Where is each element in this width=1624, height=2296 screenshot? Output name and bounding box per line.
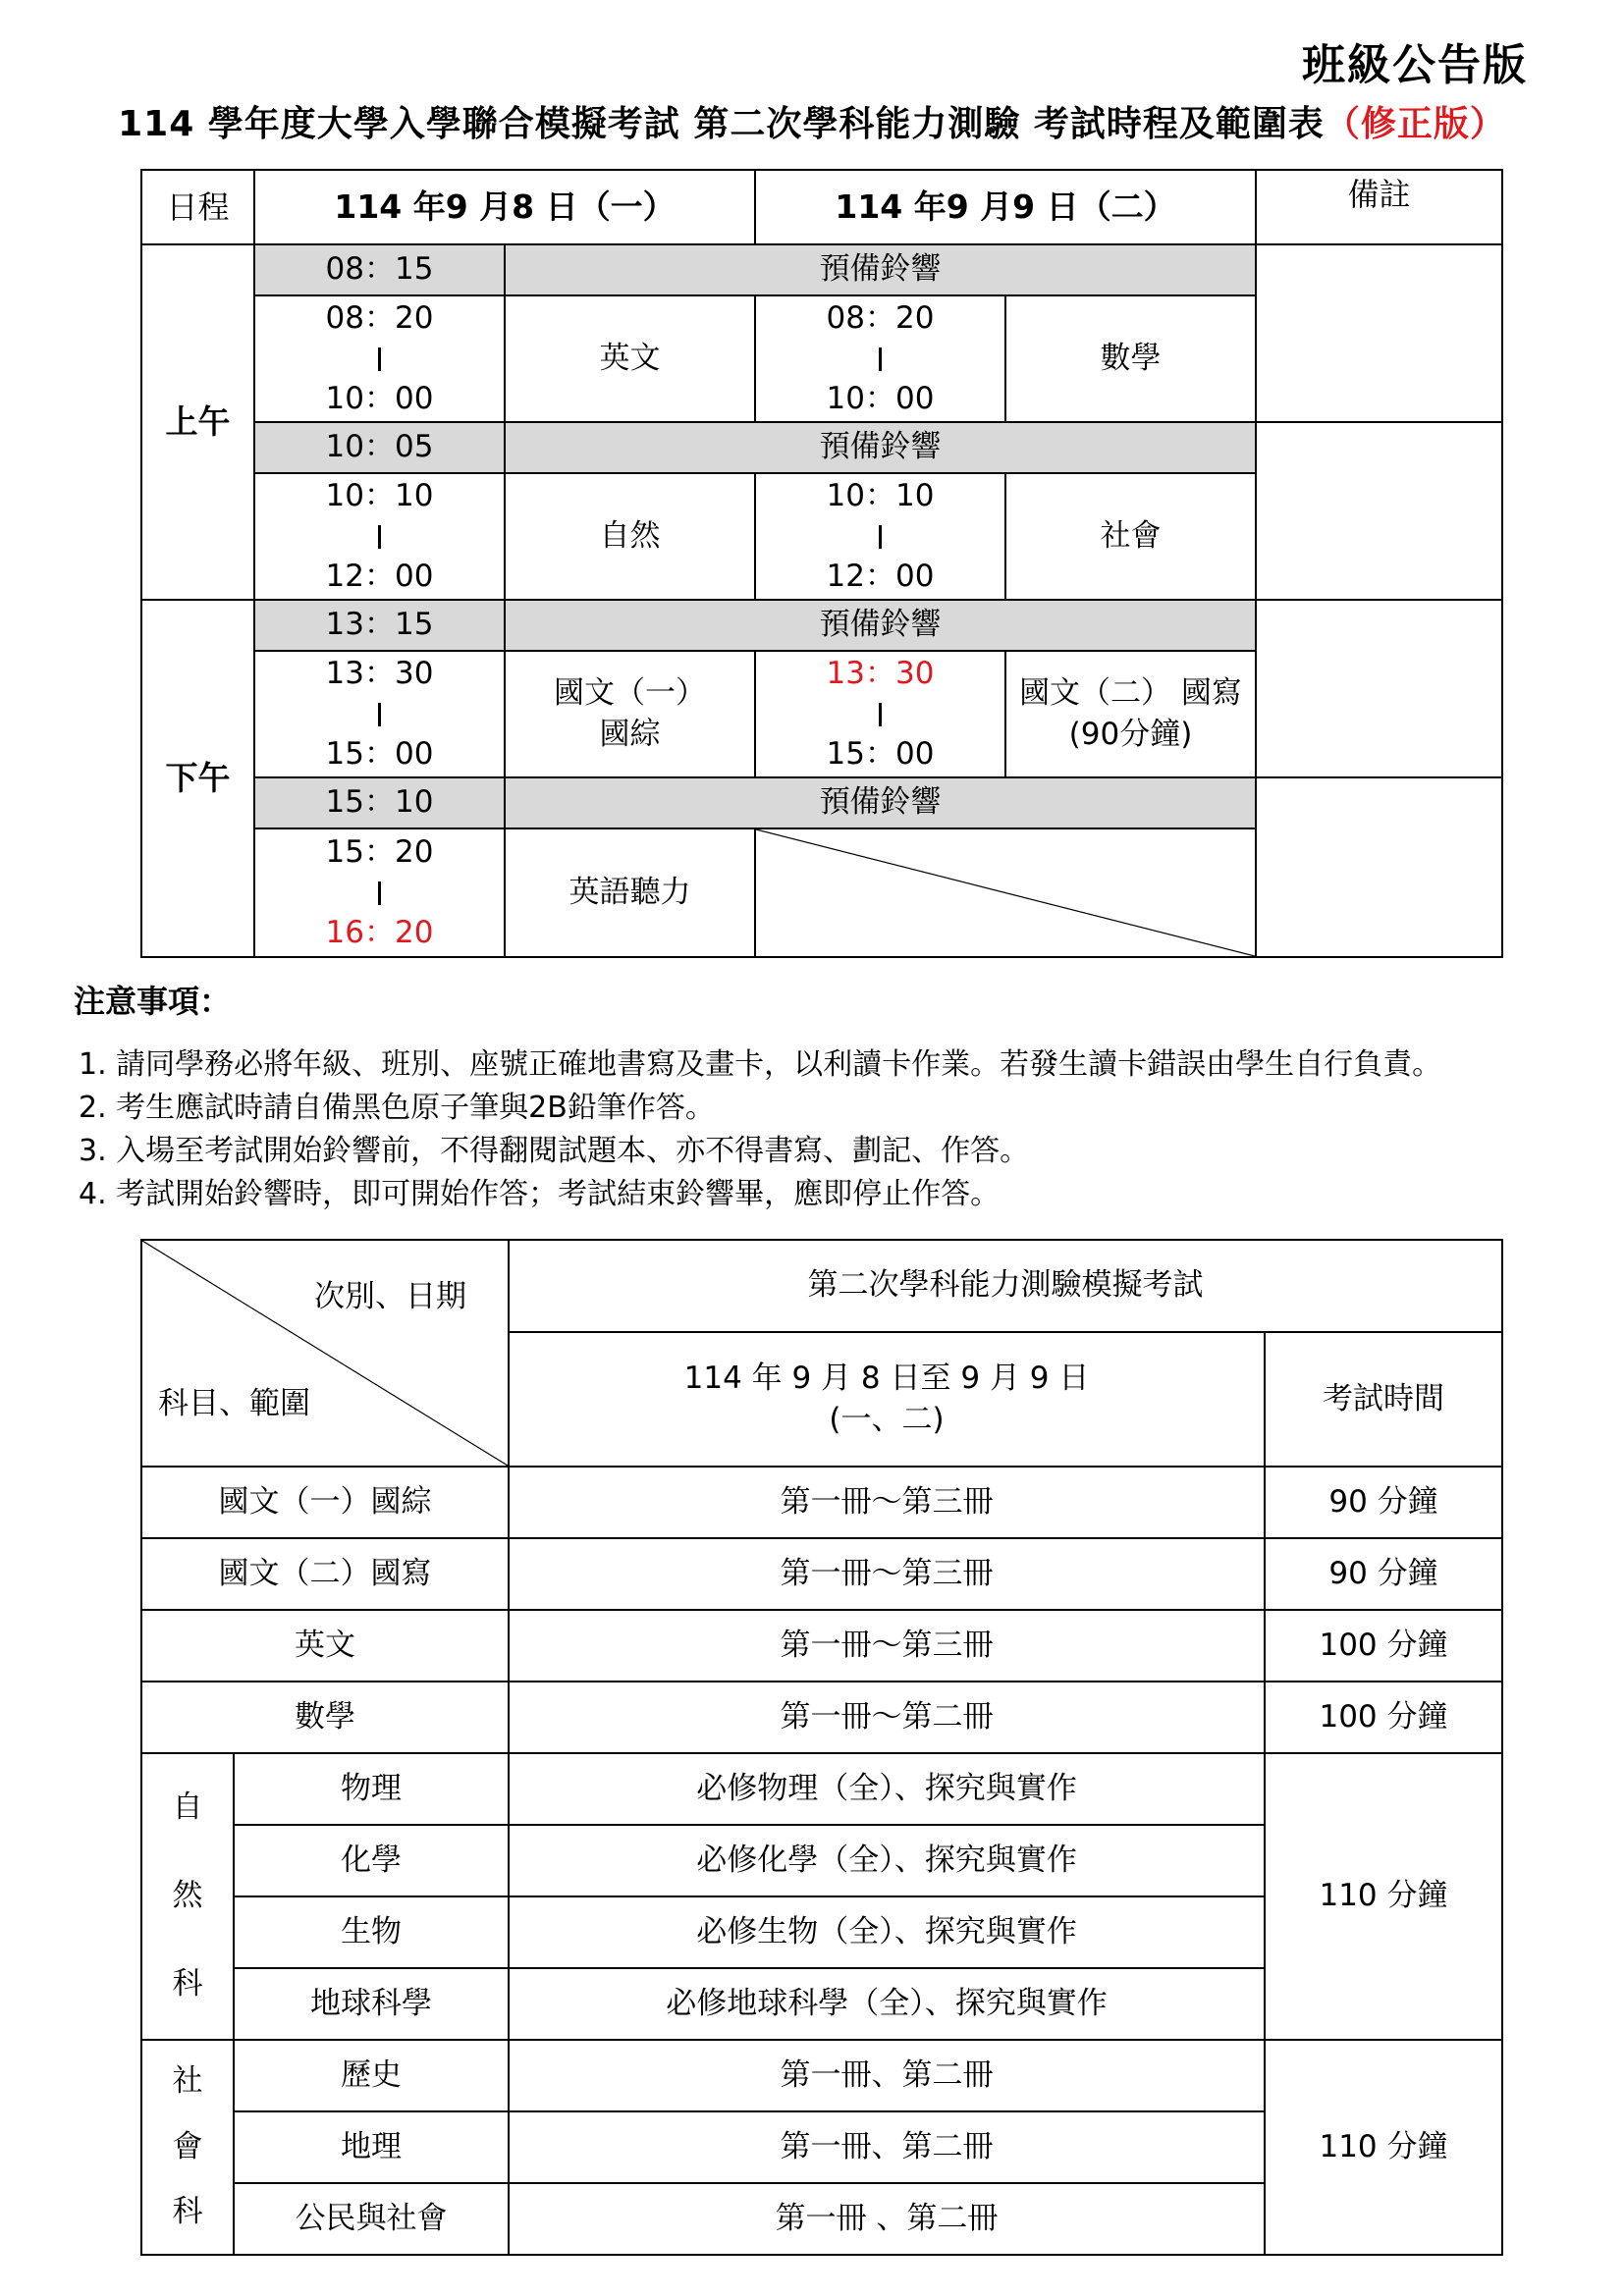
schedule-header-row xyxy=(141,170,1502,244)
end-time: 15：00 xyxy=(826,735,935,772)
subject: 地球科學 xyxy=(234,1968,509,2040)
social-group xyxy=(141,2040,234,2255)
diagonal-line xyxy=(756,829,1255,956)
note-item: 1. 請同學務必將年級、班別、座號正確地書寫及畫卡，以利讀卡作業。若發生讀卡錯誤由學生自行負責。 xyxy=(79,1047,1442,1082)
time-range xyxy=(254,828,505,957)
scope: 必修生物（全）、探究與實作 xyxy=(509,1896,1265,1968)
group-char: 自 xyxy=(172,1789,203,1826)
range-header-row xyxy=(141,1240,1502,1332)
range-row xyxy=(141,1467,1502,1538)
scope: 必修化學（全）、探究與實作 xyxy=(509,1825,1265,1896)
notice-label: 班級公告版 xyxy=(1302,40,1528,90)
time-range xyxy=(755,295,1005,422)
duration: 110 分鐘 xyxy=(1265,1753,1502,2040)
bell-time: 15：10 xyxy=(254,777,505,828)
remarks-cell xyxy=(1256,422,1502,600)
subject: 國文（一）國綜 xyxy=(141,1467,509,1538)
duration: 90 分鐘 xyxy=(1265,1467,1502,1538)
scope: 第一冊 、第二冊 xyxy=(509,2183,1265,2255)
remarks-cell xyxy=(1256,244,1502,422)
exam-days: (一、二) xyxy=(829,1401,945,1437)
range-row xyxy=(141,1610,1502,1682)
start-time: 13：30 xyxy=(826,655,935,691)
remarks-cell xyxy=(1256,777,1502,957)
range-row xyxy=(141,1682,1502,1753)
corner-bottom-label: 科目、範圍 xyxy=(158,1386,310,1422)
end-time: 12：00 xyxy=(325,558,434,594)
duration: 100 分鐘 xyxy=(1265,1682,1502,1753)
scope: 第一冊～第二冊 xyxy=(509,1682,1265,1753)
subject-line: 國文（二） 國寫 xyxy=(1019,674,1242,711)
scope: 必修地球科學（全）、探究與實作 xyxy=(509,1968,1265,2040)
title-revised: （修正版） xyxy=(1324,104,1506,144)
scope: 第一冊～第三冊 xyxy=(509,1610,1265,1682)
time-range xyxy=(755,473,1005,600)
notes-title: 注意事項： xyxy=(74,983,232,1020)
notes-list xyxy=(79,1043,1441,1216)
range-row xyxy=(141,1538,1502,1610)
start-time: 13：30 xyxy=(325,655,434,691)
group-char: 社 xyxy=(172,2063,203,2099)
subject-line: 國綜 xyxy=(599,716,661,752)
scope: 第一冊～第三冊 xyxy=(509,1467,1265,1538)
bell-label: 預備鈴響 xyxy=(505,600,1256,651)
exam-dates: 114 年 9 月 8 日至 9 月 9 日 xyxy=(683,1360,1090,1396)
subject: 英文 xyxy=(141,1610,509,1682)
duration: 90 分鐘 xyxy=(1265,1538,1502,1610)
note-item: 4. 考試開始鈴響時，即可開始作答；考試結束鈴響畢，應即停止作答。 xyxy=(79,1177,1001,1211)
subject: 公民與社會 xyxy=(234,2183,509,2255)
subject: 數學 xyxy=(141,1682,509,1753)
subject-cell: 英文 xyxy=(505,295,755,422)
title-text: 114 學年度大學入學聯合模擬考試 第二次學科能力測驗 考試時程及範圍表 xyxy=(118,104,1325,144)
subject-cell xyxy=(505,651,755,777)
start-time: 10：10 xyxy=(826,477,935,513)
subject-line: 國文（一） xyxy=(554,674,706,711)
diagonal-line xyxy=(142,1241,508,1466)
time-range xyxy=(755,651,1005,777)
science-group xyxy=(141,1753,234,2040)
time-range xyxy=(254,473,505,600)
empty-slot xyxy=(755,828,1256,957)
morning-label: 上午 xyxy=(141,244,254,600)
group-char: 科 xyxy=(172,2194,203,2230)
subject-cell xyxy=(1005,651,1256,777)
scope: 第一冊、第二冊 xyxy=(509,2111,1265,2183)
remarks-cell xyxy=(1256,600,1502,777)
start-time: 10：10 xyxy=(325,477,434,513)
note-item: 2. 考生應試時請自備黑色原子筆與2B鉛筆作答。 xyxy=(79,1091,715,1125)
corner-top-label: 次別、日期 xyxy=(314,1279,466,1314)
subject-cell: 社會 xyxy=(1005,473,1256,600)
time-range xyxy=(254,651,505,777)
schedule-table xyxy=(140,169,1503,958)
range-row xyxy=(141,1753,1502,1825)
exam-dates-cell xyxy=(509,1332,1265,1467)
end-time: 12：00 xyxy=(826,558,935,594)
bell-time: 10：05 xyxy=(254,422,505,473)
bell-row xyxy=(141,600,1502,651)
duration: 110 分鐘 xyxy=(1265,2040,1502,2255)
page-title xyxy=(0,96,1624,146)
end-time: 16：20 xyxy=(325,914,434,950)
end-time: 15：00 xyxy=(325,735,434,772)
range-row xyxy=(141,2040,1502,2111)
subject: 物理 xyxy=(234,1753,509,1825)
subject: 地理 xyxy=(234,2111,509,2183)
day2-header: 114 年9 月9 日（二） xyxy=(755,170,1256,244)
subject-line: (90分鐘) xyxy=(1068,716,1193,752)
subject: 歷史 xyxy=(234,2040,509,2111)
afternoon-label: 下午 xyxy=(141,600,254,957)
start-time: 08：20 xyxy=(325,299,434,336)
exam-name: 第二次學科能力測驗模擬考試 xyxy=(509,1240,1502,1332)
bell-row xyxy=(141,422,1502,473)
subject: 生物 xyxy=(234,1896,509,1968)
scope: 必修物理（全）、探究與實作 xyxy=(509,1753,1265,1825)
day1-header: 114 年9 月8 日（一） xyxy=(254,170,755,244)
bell-label: 預備鈴響 xyxy=(505,777,1256,828)
subject-cell: 英語聽力 xyxy=(505,828,755,957)
bell-time: 13：15 xyxy=(254,600,505,651)
duration: 100 分鐘 xyxy=(1265,1610,1502,1682)
end-time: 10：00 xyxy=(826,380,935,416)
bell-row xyxy=(141,777,1502,828)
start-time: 08：20 xyxy=(826,299,935,336)
subject-cell: 自然 xyxy=(505,473,755,600)
note-item: 3. 入場至考試開始鈴響前，不得翻閱試題本、亦不得書寫、劃記、作答。 xyxy=(79,1134,1030,1168)
group-char: 然 xyxy=(172,1878,203,1914)
start-time: 15：20 xyxy=(325,833,434,870)
scope: 第一冊～第三冊 xyxy=(509,1538,1265,1610)
corner-cell xyxy=(141,1240,509,1467)
group-char: 會 xyxy=(172,2128,203,2164)
subject: 國文（二）國寫 xyxy=(141,1538,509,1610)
subject: 化學 xyxy=(234,1825,509,1896)
bell-label: 預備鈴響 xyxy=(505,422,1256,473)
range-table xyxy=(140,1239,1503,2256)
bell-row xyxy=(141,244,1502,295)
bell-time: 08：15 xyxy=(254,244,505,295)
group-char: 科 xyxy=(172,1966,203,2002)
schedule-header: 日程 xyxy=(141,170,254,244)
time-range xyxy=(254,295,505,422)
scope: 第一冊、第二冊 xyxy=(509,2040,1265,2111)
bell-label: 預備鈴響 xyxy=(505,244,1256,295)
subject-cell: 數學 xyxy=(1005,295,1256,422)
end-time: 10：00 xyxy=(325,380,434,416)
time-header: 考試時間 xyxy=(1265,1332,1502,1467)
remarks-header: 備註 xyxy=(1256,170,1502,244)
